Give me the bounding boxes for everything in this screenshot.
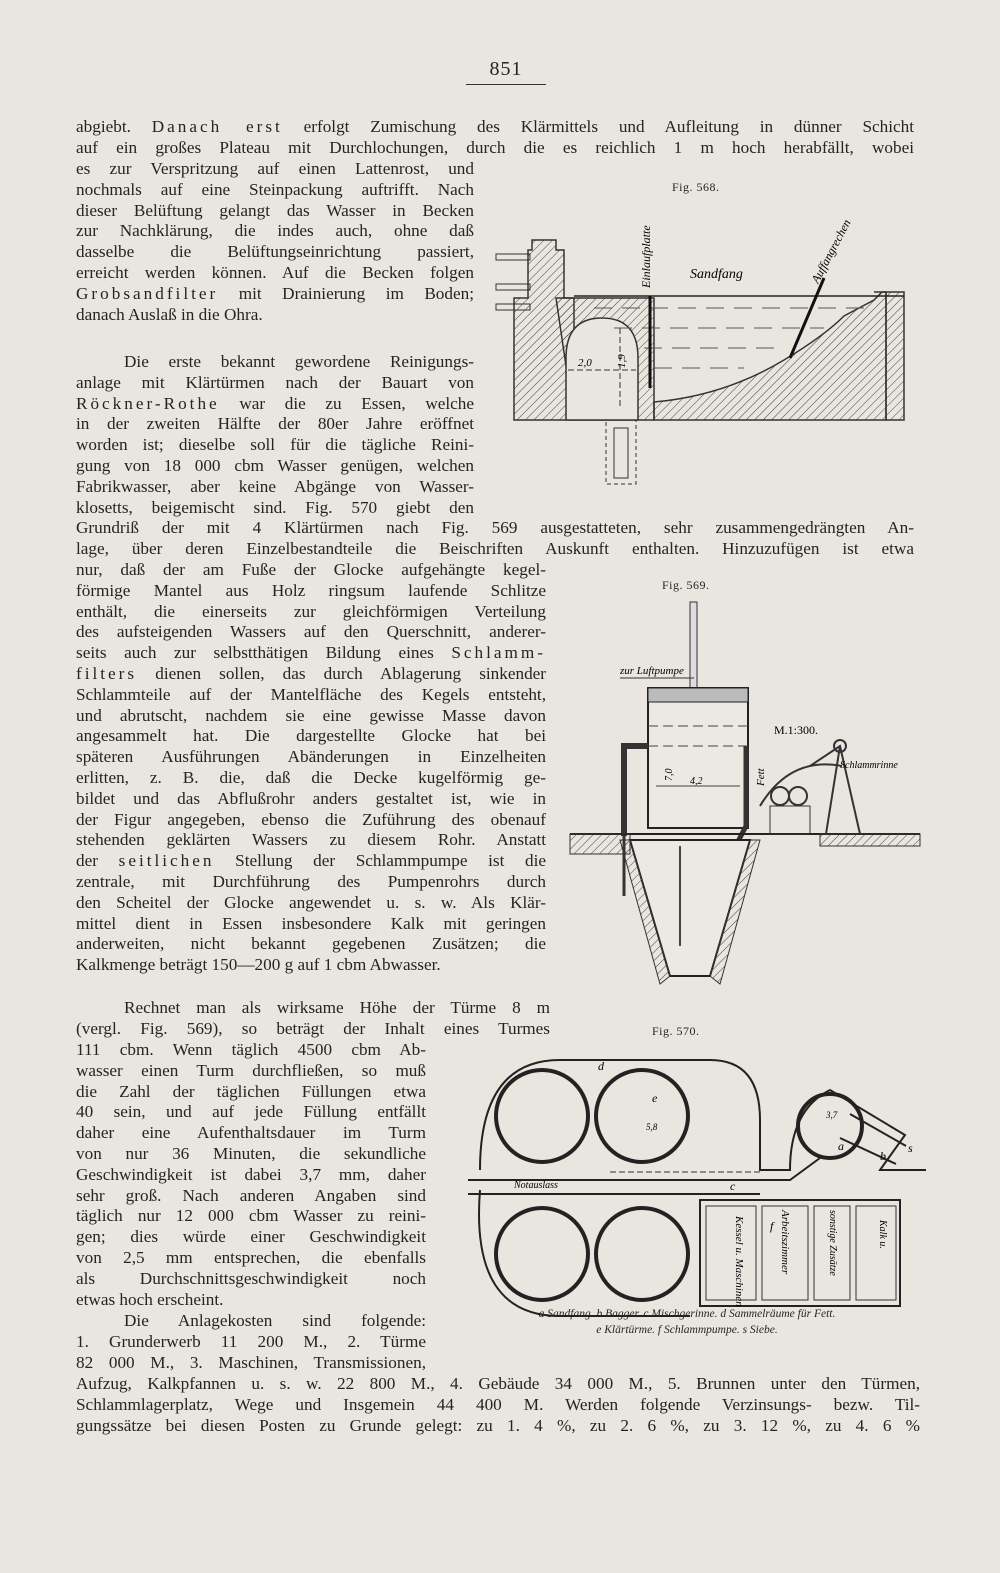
text-line: 1. Grunderwerb 11 200 M., 2. Türme — [76, 1331, 426, 1351]
text-line: auf ein großes Plateau mit Durchlochungen, durch die es reichlich 1 m hoch herabfällt, wobei — [76, 137, 914, 157]
text-line: (vergl. Fig. 569), so beträgt der Inhalt eines Turmes — [76, 1018, 550, 1038]
fig-570-letter-e: e — [652, 1091, 658, 1105]
fig-569-label-fett: Fett — [755, 768, 767, 786]
text-line: in der zweiten Hälfte der 80er Jahre eröffnet — [76, 414, 474, 434]
fig-570-label-zusaetze: sonstige Zusätze — [827, 1210, 838, 1276]
fig-570-label-dim: 3,7 — [826, 1110, 838, 1120]
text-line: bildet und das Abflußrohr anders gestaltet ist, wie in — [76, 788, 546, 808]
text-line: Schlammteile auf der Mantelfläche des Kegels entsteht, — [76, 684, 546, 704]
page-number-rule — [466, 84, 546, 85]
fig-570-letter-s: s — [908, 1141, 913, 1155]
text-line: gen; dies würde einer Geschwindigkeit — [76, 1227, 426, 1247]
paragraph-2-column — [76, 352, 474, 518]
text-line: seits auch zur selbstthätigen Bildung eines Schlamm- — [76, 643, 546, 663]
text-line: daher eine Aufenthaltsdauer im Turm — [76, 1123, 426, 1143]
text-line: Schlammlagerplatz, Wege und Insgemein 44 400 M. Werden folgende Verzinsungs- bezw. Til- — [76, 1394, 920, 1414]
text-line: danach Auslaß in die Ohra. — [76, 304, 263, 324]
text-line: von 2,5 mm entsprechen, die ebenfalls — [76, 1247, 426, 1267]
fig-570-label-notauslass: Notauslass — [514, 1180, 558, 1191]
text-line: Röckner-Rothe war die zu Essen, welche — [76, 393, 474, 413]
fig-568-dim-height: 1,9 — [616, 354, 628, 368]
text-line: und abrutscht, nachdem sie eine gewisse Masse davon — [76, 705, 546, 725]
text-line: abgiebt. Danach erst erfolgt Zumischung des Klärmittels und Aufleitung in dünner Schicht — [76, 117, 914, 136]
text-line: dasselbe die Belüftungseinrichtung passiert, — [76, 242, 474, 262]
fig-568-label-einlaufplatte: Einlaufplatte — [639, 225, 653, 288]
text-line: Kalkmenge beträgt 150—200 g auf 1 cbm Abwasser. — [76, 955, 441, 975]
text-line: späteren Ausführungen Abänderungen in Einzelheiten — [76, 747, 546, 767]
page-number: 851 — [489, 58, 523, 80]
text-line: enthält, die einerseits zur gleichförmigen Verteilung — [76, 601, 546, 621]
fig-570-drawing — [460, 1040, 926, 1326]
text-line: nur, daß der am Fuße der Glocke aufgehängte kegel- — [76, 560, 546, 579]
text-line: Geschwindigkeit ist dabei 3,7 mm, daher — [76, 1164, 426, 1184]
fig-570-legend — [452, 1306, 922, 1338]
fig-569-caption: Fig. 569. — [662, 578, 710, 592]
text-line: filters dienen sollen, das durch Ablagerung sinkender — [76, 663, 547, 683]
fig-569-dim-width: 4,2 — [690, 776, 703, 787]
paragraph-4-column — [76, 1311, 426, 1373]
fig-569-label-schlammrinne: Schlammrinne — [840, 760, 898, 771]
text-line: gung von 18 000 cbm Wasser genügen, welchen — [76, 455, 474, 475]
fig-568-caption: Fig. 568. — [672, 180, 720, 194]
fig-570-label-dim2: 5,8 — [646, 1122, 658, 1132]
paragraph-2-full — [76, 518, 914, 560]
text-line: des aufsteigenden Wassers auf den Querschnitt, anderer- — [76, 622, 546, 642]
text-line: der seitlichen Stellung der Schlammpumpe ist die — [76, 851, 547, 871]
text-line: etwas hoch erscheint. — [76, 1289, 224, 1309]
text-line: klosetts, beigemischt sind. Fig. 570 giebt den — [76, 497, 474, 517]
text-line: Grundriß der mit 4 Klärtürmen nach Fig. 569 ausgestatteten, sehr zusammengedrängten An- — [76, 518, 914, 537]
text-line: worden ist; dieselbe soll für die tägliche Reini- — [76, 435, 474, 455]
paragraph-3-wide — [76, 998, 550, 1040]
text-line: dieser Belüftung gelangt das Wasser in Becken — [76, 200, 474, 220]
text-line: Rechnet man als wirksame Höhe der Türme 8 m — [124, 998, 550, 1017]
text-line: lage, über deren Einzelbestandteile die Beischriften Auskunft enthalten. Hinzuzufügen ist etwa — [76, 538, 914, 558]
fig-568-drawing — [494, 188, 914, 488]
text-line: 111 cbm. Wenn täglich 4500 cbm Ab- — [76, 1040, 426, 1059]
fig-570-letter-b: b — [880, 1149, 886, 1163]
text-line: sehr groß. Nach anderen Angaben sind — [76, 1185, 426, 1205]
fig-570-letter-a: a — [838, 1139, 844, 1153]
text-line: die Zahl der täglichen Füllungen etwa — [76, 1081, 426, 1101]
text-line: täglich nur 12 000 cbm Wasser zu reini- — [76, 1206, 426, 1226]
fig-570-caption: Fig. 570. — [652, 1024, 700, 1038]
text-line: zentrale, mit Durchführung des Pumpenrohrs durch — [76, 871, 546, 891]
text-line: erreicht werden können. Auf die Becken folgen — [76, 262, 474, 282]
text-line: Die erste bekannt gewordene Reinigungs- — [124, 352, 474, 371]
fig-570-label-arbeitszimmer: Arbeitszimmer — [779, 1210, 791, 1275]
text-line: es zur Verspritzung auf einen Lattenrost, und — [76, 159, 474, 178]
paragraph-2-column-b — [76, 560, 546, 976]
fig-570-letter-c: c — [730, 1179, 736, 1193]
fig-569-label-scale: M.1:300. — [774, 723, 819, 737]
fig-568-dim-width: 2,0 — [578, 357, 592, 369]
text-line: Fabrikwasser, aber keine Abgänge von Wasser- — [76, 476, 474, 496]
paragraph-1-column — [76, 159, 474, 325]
fig-570-letter-d: d — [598, 1059, 604, 1073]
text-line: von nur 36 Minuten, die sekundliche — [76, 1143, 426, 1163]
text-line: angesammelt hat. Die dargestellte Glocke hat bei — [76, 726, 546, 746]
fig-568-label-sandfang: Sandfang — [690, 267, 743, 282]
text-line: als Durchschnittsgeschwindigkeit noch — [76, 1268, 426, 1288]
text-line: nochmals auf eine Steinpackung auftrifft. Nach — [76, 179, 474, 199]
text-line: mittel dient in Essen insbesondere Kalk mit geringen — [76, 913, 546, 933]
fig-570-letter-f: f — [770, 1219, 774, 1233]
text-line: förmige Mantel aus Holz ringsum laufende Schlitze — [76, 580, 546, 600]
paragraph-1-full — [76, 117, 914, 159]
text-line: Die Anlagekosten sind folgende: — [124, 1311, 426, 1330]
text-line: den Scheitel der Glocke angewendet u. s. w. Als Klär- — [76, 892, 546, 912]
text-line: Grobsandfilter mit Drainierung im Boden; — [76, 283, 474, 303]
text-line: anlage mit Klärtürmen nach der Bauart von — [76, 372, 474, 392]
paragraph-4-full — [76, 1374, 920, 1436]
legend-line-1: a Sandfang. b Bagger. c Mischgerinne. d Sammelräume für Fett. — [538, 1308, 836, 1320]
text-line: gungssätze bei diesen Posten zu Grunde gelegt: zu 1. 4 %, zu 2. 6 %, zu 3. 12 %, zu 4. 6 % — [76, 1415, 920, 1435]
fig-570-label-maschinen: Kessel u. Maschinen — [733, 1216, 745, 1307]
fig-568-label-auffangrechen: Auffangrechen — [808, 216, 854, 286]
fig-569-drawing — [560, 596, 930, 996]
fig-569-label-luftpumpe: zur Luftpumpe — [620, 665, 684, 677]
text-line: Aufzug, Kalkpfannen u. s. w. 22 800 M., 4. Gebäude 34 000 M., 5. Brunnen unter den Türmen, — [76, 1374, 920, 1393]
fig-569-dim-height: 7,0 — [664, 768, 675, 781]
text-line: 40 sein, und auf jede Füllung entfällt — [76, 1102, 426, 1122]
text-line: anderweiten, nicht bekannt gegebenen Zusätzen; die — [76, 934, 546, 954]
paragraph-3-column — [76, 1040, 426, 1310]
legend-line-2: e Klärtürme. f Schlammpumpe. s Siebe. — [596, 1324, 778, 1336]
text-line: erlitten, z. B. die, daß die Decke kugelförmig ge- — [76, 767, 546, 787]
text-line: 82 000 M., 3. Maschinen, Transmissionen, — [76, 1352, 426, 1372]
text-line: wasser einen Turm durchfließen, so muß — [76, 1060, 426, 1080]
text-line: zur Nachklärung, die indes auch, ohne daß — [76, 221, 474, 241]
text-line: der Figur angegeben, ebenso die Zuführung des obenauf — [76, 809, 546, 829]
text-line: stehenden geklärten Wassers zu diesem Rohr. Anstatt — [76, 830, 546, 850]
fig-570-label-kalk: Kalk u. — [877, 1220, 888, 1249]
